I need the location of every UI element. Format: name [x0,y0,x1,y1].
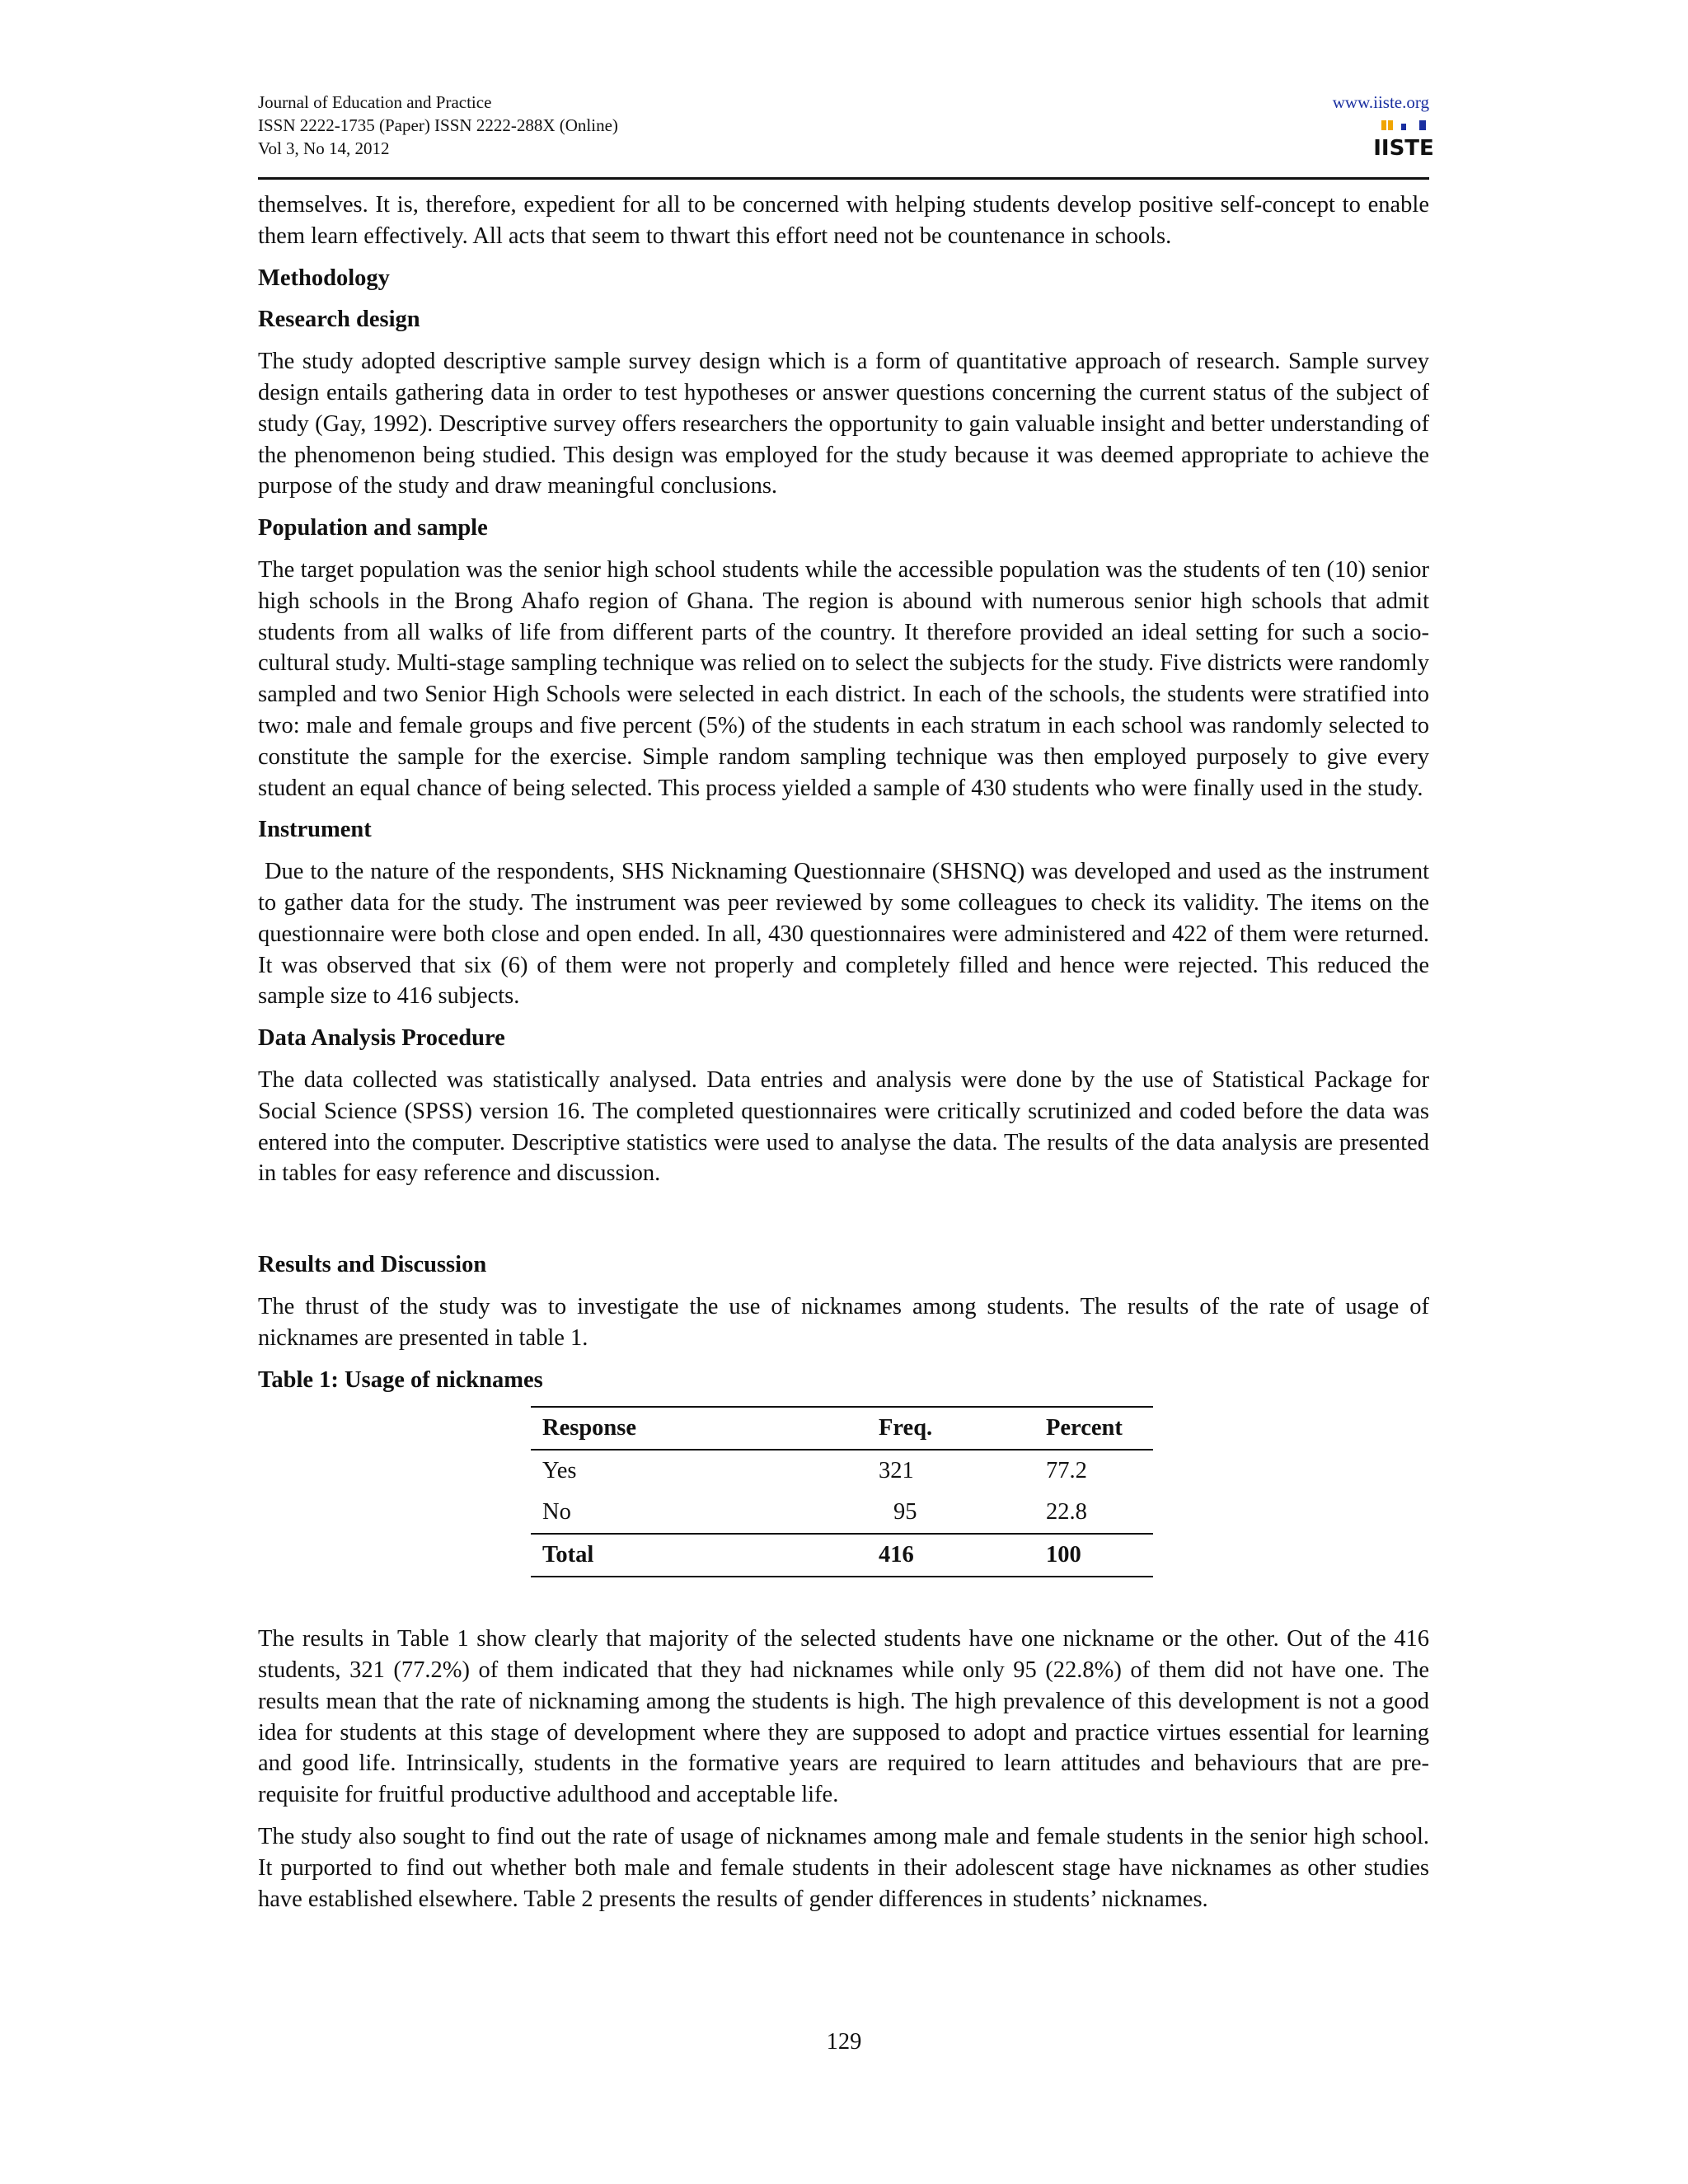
table1-cell: 77.2 [1046,1458,1087,1484]
table-gap [258,1577,1429,1624]
header-rule [258,177,1429,180]
table1-col-freq: Freq. [879,1415,933,1441]
logo-wordmark: IISTE [1373,136,1434,161]
data-analysis-paragraph: The data collected was statistically analysed. Data entries and analysis were done by the use of Statistical Package for Social Science (SPSS) version 16. The completed questionnaires were critically scrutinized and coded before the data was entered into the computer. Descriptive statistics were used to analyse the data. The results of the data analysis are presented in tables for easy reference and discussion. [258,1066,1429,1187]
page-number: 129 [826,2029,862,2055]
table1-header-row [531,1407,1153,1450]
page [258,91,1434,1912]
heading-population: Population and sample [258,515,488,541]
results-discussion-paragraph: The results in Table 1 show clearly that majority of the selected students have one nickname or the other. Out of the 416 students, 321 (77.2%) of them indicated that they had nicknames while only 95 (22.8%) of them did not have one. The results mean that the rate of nicknaming among the students is high. The high prevalence of this development is not a good idea for students at this stage of development where they are supposed to adopt and practice virtues essential for learning and good life. Intrinsically, students in the formative years are required to learn attitudes and behaviours that are pre-requisite for fruitful productive adulthood and acceptable life. [258,1626,1429,1808]
table1-cell: 416 [879,1542,914,1568]
heading-instrument: Instrument [258,817,372,843]
table1-cell: Total [542,1542,594,1568]
heading-methodology: Methodology [258,265,390,291]
table1-cell: 95 [893,1499,917,1526]
table-row [531,1450,1153,1492]
heading-research-design: Research design [258,307,420,333]
table1-cell: 22.8 [1046,1499,1087,1526]
iiste-logo-icon [1373,119,1434,173]
table-row [531,1492,1153,1534]
heading-results: Results and Discussion [258,1252,487,1278]
table1-cell: 321 [879,1458,914,1484]
journal-info [258,91,1429,160]
results-intro-paragraph: The thrust of the study was to investigate the use of nicknames among students. The results of the rate of usage of nicknames are presented in table 1. [258,1293,1429,1351]
table1 [531,1406,1153,1577]
section-gap [258,1200,1429,1249]
journal-header [258,91,1434,173]
journal-url-link[interactable]: www.iiste.org [1332,92,1429,112]
table1-total-row [531,1534,1153,1577]
research-design-paragraph: The study adopted descriptive sample survey design which is a form of quantitative approach of research. Sample survey design entails gathering data in order to test hypotheses or answer questions concerning the current status of the subject of study (Gay, 1992). Descriptive survey offers researchers the opportunity to gain valuable insight and better understanding of the phenomenon being studied. This design was employed for the study because it was deemed appropriate to achieve the purpose of the study and draw meaningful conclusions. [258,349,1429,499]
article-body [258,190,1429,1925]
instrument-paragraph [258,856,1429,1012]
intro-paragraph: themselves. It is, therefore, expedient for all to be concerned with helping students develop positive self-concept to enable them learn effectively. All acts that seem to thwart this effort need not be countenance in schools. [258,192,1429,249]
table1-cell: Yes [542,1458,577,1484]
instrument-text: Due to the nature of the respondents, SHS Nicknaming Questionnaire (SHSNQ) was developed and used as the instrument to gather data for the study. The instrument was peer reviewed by some colleagues to check its validity. The items on the questionnaire were both close and open ended. In all, 430 questionnaires were administered and 422 of them were returned. It was observed that six (6) of them were not properly and completely filled and hence were rejected. This reduced the sample size to 416 subjects. [258,859,1429,1010]
journal-volume: Vol 3, No 14, 2012 [258,138,390,158]
journal-issn: ISSN 2222-1735 (Paper) ISSN 2222-288X (Online) [258,115,618,135]
table1-col-percent: Percent [1046,1415,1123,1441]
table1-cell: 100 [1046,1542,1081,1568]
population-paragraph: The target population was the senior high school students while the accessible population was the students of ten (10) senior high schools in the Brong Ahafo region of Ghana. The region is abound with numerous senior high schools that admit students from all walks of life from different parts of the country. It therefore provided an ideal setting for such a socio-cultural study. Multi-stage sampling technique was relied on to select the subjects for the study. Five districts were randomly sampled and two Senior High Schools were selected in each district. In each of the schools, the students were stratified into two: male and female groups and five percent (5%) of the students in each stratum in each school was randomly selected to constitute the sample for the exercise. Simple random sampling technique was then employed purposely to give every student an equal chance of being selected. This process yielded a sample of 430 students who were finally used in the study. [258,556,1429,801]
table1-cell: No [542,1499,571,1526]
table1-col-response: Response [542,1415,637,1441]
table1-caption: Table 1: Usage of nicknames [258,1366,543,1393]
heading-data-analysis: Data Analysis Procedure [258,1025,505,1052]
journal-title: Journal of Education and Practice [258,92,492,112]
gender-intro-paragraph: The study also sought to find out the rate of usage of nicknames among male and female students in the senior high school. It purported to find out whether both male and female students in their adolescent stage have nicknames as other studies have established elsewhere. Table 2 presents the results of gender differences in students’ nicknames. [258,1824,1429,1912]
